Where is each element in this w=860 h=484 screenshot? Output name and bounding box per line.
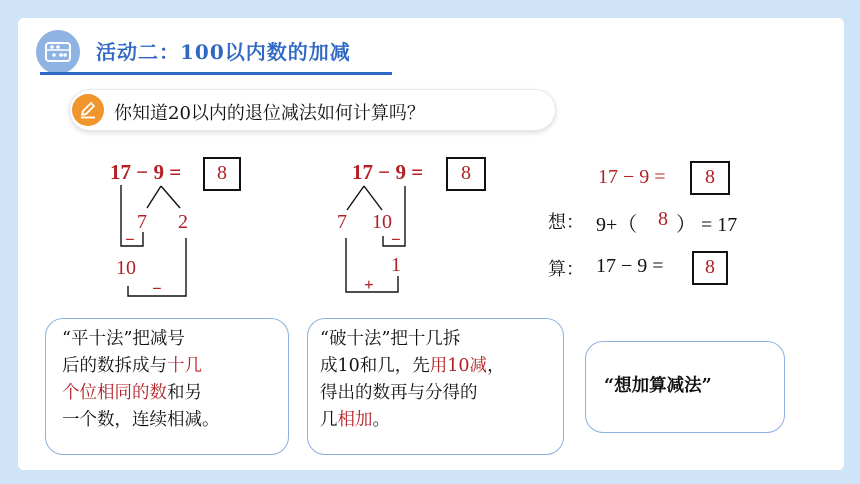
card-line [320,326,505,353]
intermediate-result-2: 1 [391,254,401,276]
branch-line-right [161,186,180,208]
card-line [62,407,220,434]
split-left-1: 7 [137,211,147,233]
branch-line-left [347,186,364,210]
card-text-segment: “破十法”把十几拆 [320,329,461,349]
minus-sign-1: − [125,230,135,249]
split-right-1: 2 [178,211,188,233]
card-line [320,380,505,407]
answer-box-1: 8 [203,157,241,191]
card-text-segment: 几 [320,410,338,430]
calc-label: 算： [548,259,584,280]
question-text: 你知道20以内的退位减法如何计算吗？ [114,103,425,124]
card-po-shi-fa-text [320,326,505,434]
calc-expression: 17 − 9 = [596,255,664,277]
answer-box-2: 8 [446,157,486,191]
split-right-2: 10 [372,211,392,233]
branch-line-right [364,186,382,210]
card-line [62,380,220,407]
card-text-segment: 。 [372,410,390,430]
split-left-2: 7 [337,211,347,233]
intermediate-result-1: 10 [116,257,136,279]
answer-box-3: 8 [690,161,730,195]
card-text-segment: 和另 [167,383,202,403]
card-text-segment: 得出的数再与分得的 [320,383,478,403]
card-line [320,407,505,434]
card-line [62,326,220,353]
equation-3: 17 − 9 = [598,166,666,188]
card-text-segment: “平十法”把减号 [62,329,185,349]
card-text-segment: 成10和几，先 [320,356,430,376]
think-answer: 8 [658,208,668,230]
highlighted-text: 个位相同的数 [62,383,167,403]
activity-title: 活动二：100以内数的加减 [96,40,351,64]
card-text-segment: 后的数拆成与 [62,356,167,376]
card-ping-shi-fa-text [62,326,220,434]
card-line [320,353,505,380]
highlighted-text: 十几 [167,356,202,376]
think-label: 想： [548,212,584,233]
equation-2: 17 − 9 = [352,160,424,184]
minus-sign-3: − [391,230,401,249]
card-line [62,353,220,380]
equation-1: 17 − 9 = [110,160,182,184]
card-text-segment: 一个数，连续相减。 [62,410,220,430]
think-prefix: 9+（ [596,214,638,236]
calc-answer-box: 8 [692,251,728,285]
minus-sign-2: − [152,279,162,298]
think-suffix: ） = 17 [676,214,738,236]
card-xiang-jia-suan-jian-text: “想加算减法” [604,376,712,396]
highlighted-text: 相加 [337,410,373,430]
plus-sign: + [364,275,374,294]
branch-line-left [147,186,161,208]
card-text-segment: ， [487,356,505,376]
highlighted-text: 用10减 [429,356,488,376]
